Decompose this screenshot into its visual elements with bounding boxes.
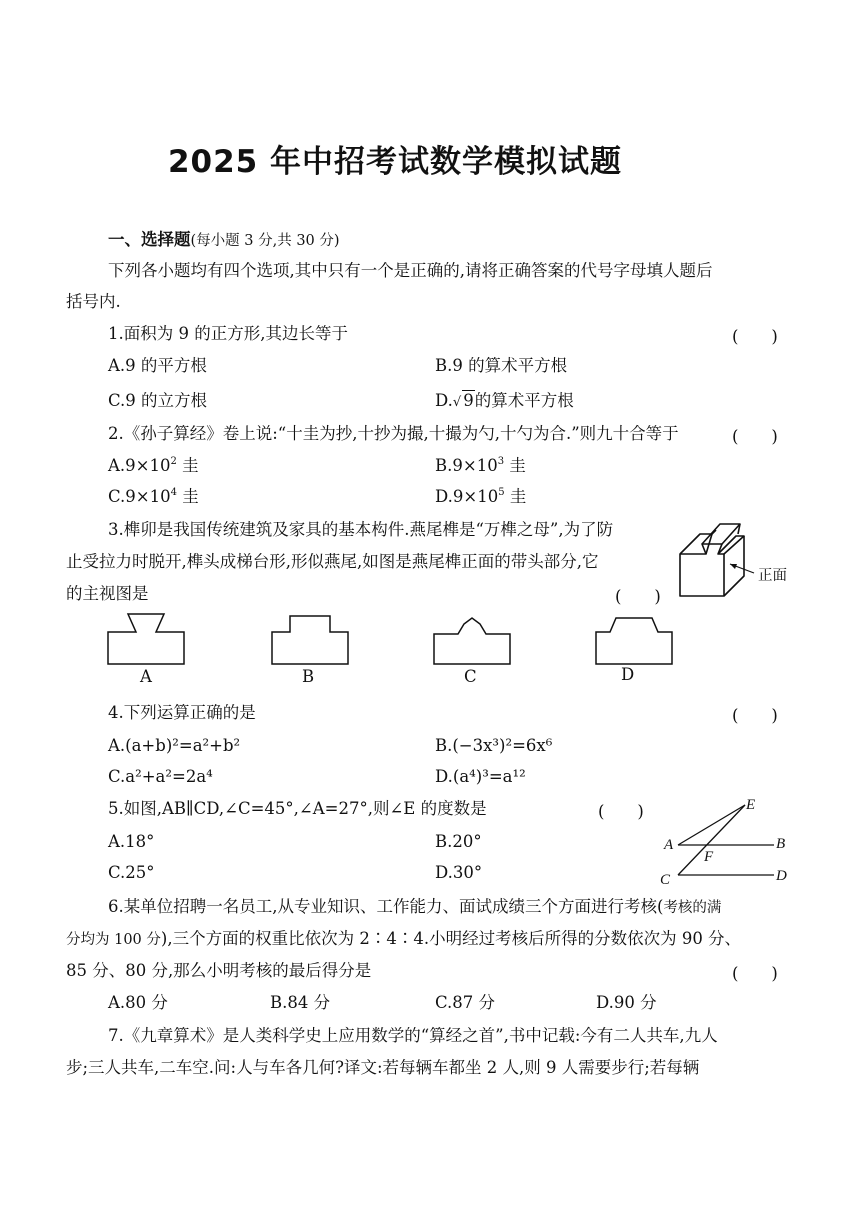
q6-line-2: 分均为 100 分),三个方面的权重比依次为 2∶4∶4.小明经过考核后所得的分数依次为 90 分、 (66, 929, 742, 948)
q4-option-d: D.(a⁴)³=a¹² (435, 767, 526, 786)
instructions-line-1: 下列各小题均有四个选项,其中只有一个是正确的,请将正确答案的代号字母填人题后 (108, 261, 713, 280)
q7-line-1: 7.《九章算术》是人类科学史上应用数学的“算经之首”,书中记载:今有二人共车,九人 (108, 1026, 718, 1045)
instructions-line-2: 括号内. (66, 292, 121, 311)
q6-option-b: B.84 分 (270, 993, 331, 1012)
q1-option-d-suffix: 的算术平方根 (474, 391, 574, 410)
parallel-lines-figure (660, 796, 790, 890)
q3-option-b-figure (270, 612, 352, 668)
q7-line-2: 步;三人共车,二车空.问:人与车各几何?译文:若每辆车都坐 2 人,则 9 人需要步行;若每辆 (66, 1058, 700, 1077)
q3-option-c-figure (432, 612, 514, 668)
q5-option-c: C.25° (108, 863, 155, 882)
q6-option-d: D.90 分 (596, 993, 657, 1012)
q2-answer-paren: ( ) (732, 427, 778, 446)
q6-line-3: 85 分、80 分,那么小明考核的最后得分是 (66, 961, 372, 980)
q3-option-d-label: D (621, 665, 635, 684)
point-label-f: F (704, 849, 714, 865)
q1-option-d: D.√ 9的算术平方根 (435, 391, 574, 410)
q1-option-c: C.9 的立方根 (108, 391, 208, 410)
q4-stem: 4.下列运算正确的是 (108, 703, 256, 722)
q3-line-2: 止受拉力时脱开,榫头成梯台形,形似燕尾,如图是燕尾榫正面的带头部分,它 (66, 552, 599, 571)
front-face-label: 正面 (758, 568, 787, 584)
q3-option-b-label: B (302, 667, 315, 686)
q2-option-b: $B.9\times 10^3$ 圭 (435, 456, 526, 475)
q5-stem: 5.如图,AB∥CD,∠C=45°,∠A=27°,则∠E 的度数是 (108, 799, 487, 818)
section-note: (每小题 3 分,共 30 分) (190, 233, 340, 249)
q5-option-a: A.18° (108, 832, 155, 851)
q5-answer-paren: ( ) (598, 802, 644, 821)
point-label-e: E (746, 797, 756, 813)
q2-stem: 2.《孙子算经》卷上说:“十圭为抄,十抄为撮,十撮为勺,十勺为合.”则九十合等于 (108, 424, 679, 443)
q1-answer-paren: ( ) (732, 327, 778, 346)
q4-option-a: A.(a+b)²=a²+b² (108, 736, 241, 755)
q3-line-3: 的主视图是 (66, 584, 149, 603)
q1-option-d-prefix: D. (435, 391, 453, 410)
q3-option-d-figure (594, 612, 676, 668)
q3-line-1: 3.榫卯是我国传统建筑及家具的基本构件.燕尾榫是“万榫之母”,为了防 (108, 520, 614, 539)
q3-answer-paren: ( ) (615, 587, 661, 606)
q4-option-c: C.a²+a²=2a⁴ (108, 767, 213, 786)
q4-option-b: B.(−3x³)²=6x⁶ (435, 736, 553, 755)
section-title: 一、选择题 (108, 230, 191, 249)
q3-option-a-figure (106, 612, 188, 668)
section-heading (108, 226, 340, 250)
q5-option-d: D.30° (435, 863, 483, 882)
q1-stem: 1.面积为 9 的正方形,其边长等于 (108, 324, 348, 343)
q6-answer-paren: ( ) (732, 964, 778, 983)
point-label-b: B (776, 836, 786, 852)
q1-option-a: A.9 的平方根 (108, 356, 207, 375)
q2-option-a: $A.9\times 10^2$ 圭 (108, 456, 199, 475)
q1-sqrt-radicand: 9 (463, 391, 474, 410)
q6-line-1: 6.某单位招聘一名员工,从专业知识、工作能力、面试成绩三个方面进行考核(考核的满 (108, 897, 722, 916)
q3-option-c-label: C (464, 667, 477, 686)
point-label-a: A (664, 837, 674, 853)
page-title: 2025 年中招考试数学模拟试题 (167, 144, 623, 180)
q2-option-c: $C.9\times 10^4$ 圭 (108, 487, 199, 506)
q6-option-a: A.80 分 (108, 993, 168, 1012)
q1-option-b: B.9 的算术平方根 (435, 356, 568, 375)
q4-answer-paren: ( ) (732, 706, 778, 725)
dovetail-tenon-figure (672, 512, 792, 612)
q5-option-b: B.20° (435, 832, 482, 851)
q2-option-d: $D.9\times 10^5$ 圭 (435, 487, 527, 506)
point-label-d: D (776, 868, 787, 884)
q3-option-a-label: A (140, 667, 152, 686)
q6-option-c: C.87 分 (435, 993, 496, 1012)
point-label-c: C (660, 872, 671, 888)
